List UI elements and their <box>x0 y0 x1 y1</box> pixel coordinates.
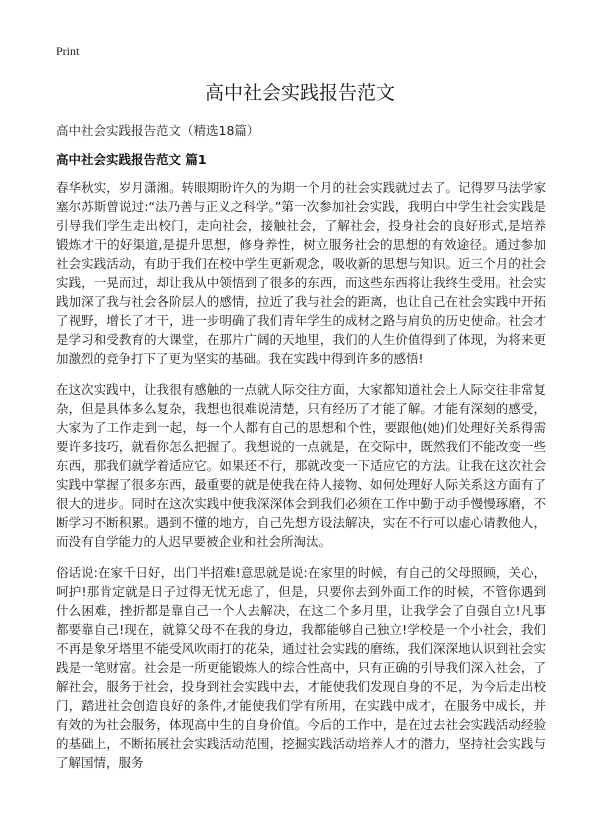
paragraph-3: 俗话说:在家千日好，出门半招难!意思就是说:在家里的时候，有自己的父母照顾，关心，呵护!那肯定就是日子过得无忧无虑了，但是，只要你去到外面工作的时候，不管你遇到什么困难，挫折都是靠自己一个人去解决，在这二个多月里，让我学会了自强自立!凡事都要靠自己!现在，就算父母不在我的身边，我都能够自己独立!学校是一个小社会，我们不再是象牙塔里不能受风吹雨打的花朵，通过社会实践的磨练，我们深深地认识到社会实践是一笔财富。社会是一所更能锻炼人的综合性高中，只有正确的引导我们深入社会，了解社会，服务于社会，投身到社会实践中去，才能使我们发现自身的不足，为今后走出校门，踏进社会创造良好的条件,才能使我们学有所用，在实践中成才，在服务中成长，并有效的为社会服务，体现高中生的自身价值。今后的工作中，是在过去社会实践活动经验的基础上，不断拓展社会实践活动范围，挖掘实践活动培养人才的潜力，坚持社会实践与了解国情，服务 <box>56 565 546 770</box>
article-body <box>56 178 546 784</box>
document-subtitle: 高中社会实践报告范文（精选18篇） <box>56 123 260 138</box>
print-link[interactable]: Print <box>56 44 80 58</box>
section-heading: 高中社会实践报告范文 篇1 <box>56 152 207 167</box>
page-title: 高中社会实践报告范文 <box>204 82 395 104</box>
paragraph-1: 春华秋实，岁月潇湘。转眼期盼许久的为期一个月的社会实践就过去了。记得罗马法学家塞尔苏斯曾说过:“法乃善与正义之科学。”第一次参加社会实践，我明白中学生社会实践是引导我们学生走出校门，走向社会，接触社会，了解社会，投身社会的良好形式,是培养锻炼才干的好渠道,是提升思想，修身养性，树立服务社会的思想的有效途径。通过参加社会实践活动，有助于我们在校中学生更新观念，吸收新的思想与知识。近三个月的社会实践，一晃而过，却让我从中领悟到了很多的东西，而这些东西将让我终生受用。社会实践加深了我与社会各阶层人的感情，拉近了我与社会的距离，也让自己在社会实践中开拓了视野，增长了才干，进一步明确了我们青年学生的成材之路与肩负的历史使命。社会才是学习和受教育的大课堂，在那片广阔的天地里，我们的人生价值得到了体现，为将来更加激烈的竞争打下了更为坚实的基础。我在实践中得到许多的感悟! <box>56 180 546 366</box>
paragraph-2: 在这次实践中，让我很有感触的一点就人际交往方面，大家都知道社会上人际交往非常复杂，但是具体多么复杂，我想也很难说清楚，只有经历了才能了解。才能有深刻的感受，大家为了工作走到一起，每一个人都有自己的思想和个性，要跟他(她)们处理好关系得需要许多技巧，就看你怎么把握了。我想说的一点就是，在交际中，既然我们不能改变一些东西，那我们就学着适应它。如果还不行，那就改变一下适应它的方法。让我在这次社会实践中掌握了很多东西，最重要的就是使我在待人接物、如何处理好人际关系这方面有了很大的进步。同时在这次实践中使我深深体会到我们必须在工作中勤于动手慢慢琢磨，不断学习不断积累。遇到不懂的地方，自己先想方设法解决，实在不行可以虚心请教他人，而没有自学能力的人迟早要被企业和社会所淘汰。 <box>56 382 546 549</box>
